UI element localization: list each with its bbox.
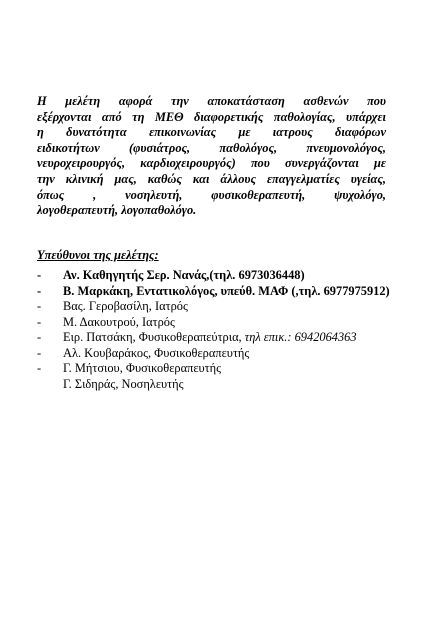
list-item <box>37 284 417 300</box>
list-item-text: Μ. Δακουτρού, Ιατρός <box>63 314 175 329</box>
description-line: όπως , νοσηλευτή, φυσικοθεραπευτή, ψυχολόγο, <box>37 187 386 202</box>
list-item-text <box>63 330 357 346</box>
list-item-text: Γ. Σιδηράς, Νοσηλευτής <box>63 376 184 391</box>
list-item-text: Β. Μαρκάκη, Εντατικολόγος, υπεύθ. ΜΑΦ (,τηλ. 6977975912) <box>63 283 390 298</box>
description-line: εξέρχονται από τη ΜΕΘ διαφορετικής παθολογίας, υπάρχει <box>37 109 386 124</box>
list-item-phone: τηλ επικ.: 6942064363 <box>244 330 357 344</box>
description-line: νευροχειρουργός, καρδιοχειρουργός) που συνεργάζονται με <box>37 156 386 171</box>
list-dash: - <box>37 283 42 298</box>
list-item <box>37 268 417 284</box>
list-dash <box>37 377 63 393</box>
study-description <box>37 94 386 219</box>
list-dash: - <box>37 314 42 329</box>
list-item <box>37 361 417 377</box>
list-item-name: Ειρ. Πατσάκη, Φυσικοθεραπεύτρια, <box>63 330 245 344</box>
description-line: την κλινική μας, καθώς και άλλους επαγγελματίες υγείας, <box>37 171 386 186</box>
list-dash: - <box>37 268 42 282</box>
responsible-list <box>37 268 417 392</box>
description-line: λογοθεραπευτή, λογοπαθολόγο. <box>37 203 197 218</box>
description-line: η δυνατότητα επικοινωνίας με ιατρους διαφόρων <box>37 125 386 140</box>
description-line: ειδικοτήτων (φυσιάτρος, παθολόγος, πνευμονολόγος, <box>37 140 386 155</box>
list-item <box>37 299 417 315</box>
responsible-heading: Υπεύθυνοι της μελέτης: <box>37 248 159 262</box>
list-item-text: Αν. Καθηγητής Σερ. Νανάς,(τηλ. 6973036448) <box>63 268 305 282</box>
list-item <box>37 377 417 393</box>
list-item <box>37 330 417 346</box>
list-item-text: Αλ. Κουβαράκος, Φυσικοθεραπευτής <box>63 345 250 360</box>
list-item-text: Γ. Μήτσιου, Φυσικοθεραπευτής <box>63 361 222 375</box>
list-dash: - <box>37 330 42 344</box>
list-item <box>37 346 417 362</box>
list-item-text: Βας. Γεροβασίλη, Ιατρός <box>63 299 188 313</box>
list-dash: - <box>37 361 42 375</box>
list-item <box>37 315 417 331</box>
description-line: Η μελέτη αφορά την αποκατάσταση ασθενών που <box>37 94 386 108</box>
list-dash: - <box>37 345 42 360</box>
list-dash: - <box>37 299 42 313</box>
